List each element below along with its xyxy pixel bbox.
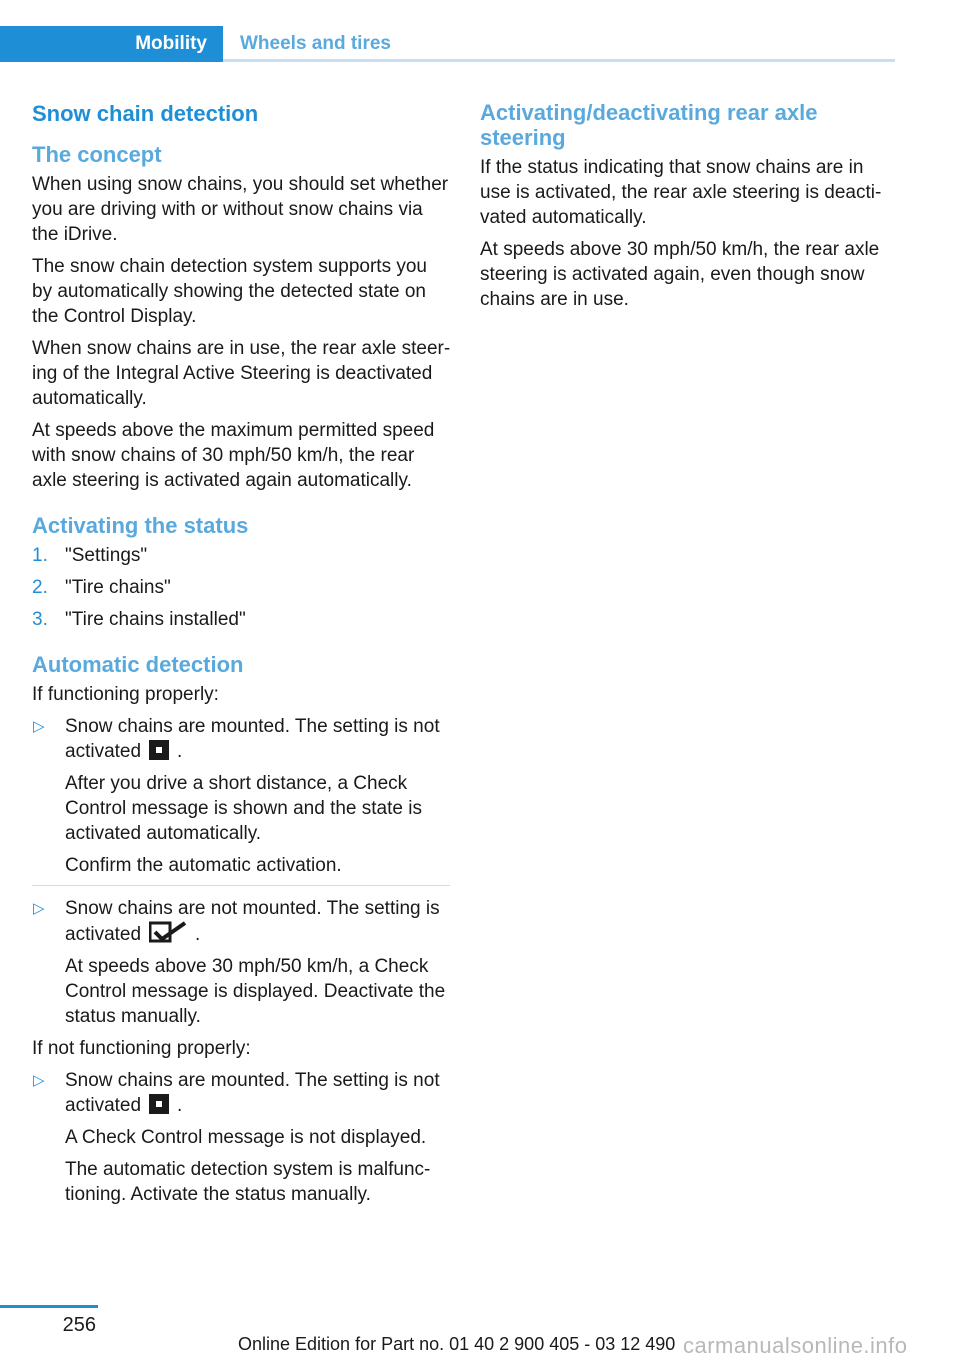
step-text: "Tire chains" <box>65 577 171 598</box>
bullet-list <box>32 714 452 1029</box>
checkbox-unchecked-icon <box>149 1094 169 1114</box>
bullet-list <box>32 1068 452 1207</box>
checkbox-checked-icon <box>149 921 187 943</box>
bullet-detail: Confirm the automatic activation. <box>65 855 342 876</box>
bullet-text: Snow chains are mounted. The setting is not activated . <box>65 1070 440 1116</box>
bullet-detail: At speeds above 30 mph/50 km/h, a Check Control message is displayed. Deactivate the status manually. <box>65 956 446 1027</box>
page-header <box>0 26 895 62</box>
footer-rule <box>0 1305 98 1308</box>
triangle-bullet-icon: ▷ <box>33 900 45 917</box>
list-item <box>32 896 452 1029</box>
not-functioning-label: If not functioning properly: <box>32 1038 251 1059</box>
watermark: carmanualsonline.info <box>683 1333 908 1358</box>
step-text: "Tire chains installed" <box>65 609 246 630</box>
steps-list <box>32 543 452 632</box>
page-number: 256 <box>62 1314 96 1336</box>
triangle-bullet-icon: ▷ <box>33 1072 45 1089</box>
step-item <box>32 575 452 600</box>
checkbox-unchecked-icon <box>149 740 169 760</box>
rear-axle-heading: Activating/deactivating rear axle steering <box>480 100 818 150</box>
step-item <box>32 543 452 568</box>
chapter-tab: Wheels and tires <box>240 33 391 54</box>
right-column <box>480 100 898 319</box>
edition-text: Online Edition for Part no. 01 40 2 900 405 - 03 12 490 <box>238 1334 676 1354</box>
paragraph: When snow chains are in use, the rear axle steer‐ing of the Integral Active Steering is deactivated automatically. <box>32 338 451 409</box>
automatic-heading: Automatic detection <box>32 652 244 677</box>
paragraph: When using snow chains, you should set whether you are driving with or without snow chains via the iDrive. <box>32 174 449 245</box>
step-number: 3. <box>32 609 48 630</box>
bullet-detail: The automatic detection system is malfunc‐tioning. Activate the status manually. <box>65 1159 431 1205</box>
bullet-text: Snow chains are not mounted. The setting is activated . <box>65 898 440 945</box>
section-tab: Mobility <box>0 26 223 62</box>
bullet-text: Snow chains are mounted. The setting is not activated . <box>65 716 440 762</box>
triangle-bullet-icon: ▷ <box>33 718 45 735</box>
functioning-label: If functioning properly: <box>32 684 219 705</box>
list-item <box>32 714 452 886</box>
concept-heading: The concept <box>32 142 162 167</box>
step-text: "Settings" <box>65 545 148 566</box>
step-number: 1. <box>32 545 48 566</box>
list-item <box>32 1068 452 1207</box>
header-rule <box>223 59 895 62</box>
divider <box>32 885 450 886</box>
paragraph: The snow chain detection system supports you by automatically showing the detected state on the Control Display. <box>32 256 427 327</box>
section-title: Snow chain detection <box>32 101 259 126</box>
paragraph: At speeds above 30 mph/50 km/h, the rear axle steering is activated again, even though snow chains are in use. <box>480 239 880 310</box>
bullet-detail: After you drive a short distance, a Check Control message is shown and the state is activated automatically. <box>65 773 422 844</box>
paragraph: At speeds above the maximum permitted speed with snow chains of 30 mph/50 km/h, the rear axle steering is activated again automatically. <box>32 420 435 491</box>
paragraph: If the status indicating that snow chains are in use is activated, the rear axle steering is deacti‐vated automatically. <box>480 157 882 228</box>
bullet-detail: A Check Control message is not displayed. <box>65 1127 427 1148</box>
step-number: 2. <box>32 577 48 598</box>
step-item <box>32 607 452 632</box>
left-column <box>32 100 452 1214</box>
activating-heading: Activating the status <box>32 513 249 538</box>
